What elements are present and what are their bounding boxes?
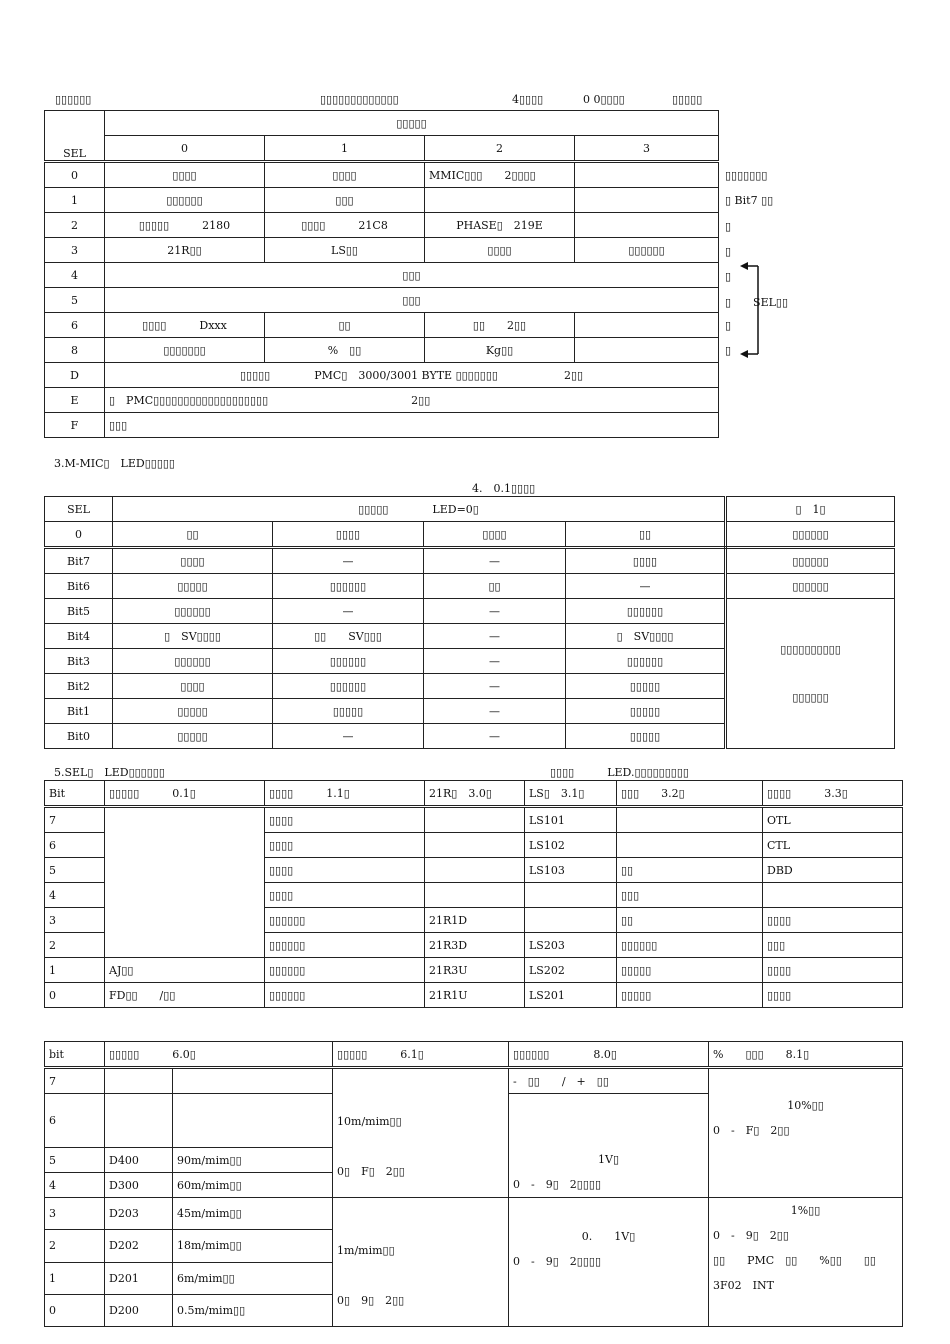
cell: ▯ SV▯▯▯▯ — [566, 624, 726, 649]
cell: ▯▯▯▯▯ 2180 — [105, 213, 265, 238]
cell: — — [566, 574, 726, 599]
table-row — [45, 388, 719, 413]
cell: 0▯ 9▯ 2▯▯ — [337, 1294, 405, 1307]
table-row — [45, 288, 719, 313]
cell: 4 — [45, 263, 105, 288]
cell — [617, 807, 763, 833]
merged-empty — [105, 807, 265, 958]
cell: 1 — [45, 188, 105, 213]
col-head: ▯▯▯▯▯▯ 8.0▯ — [509, 1042, 709, 1068]
cell — [105, 1068, 173, 1094]
cell: 2 — [45, 213, 105, 238]
col-head: LS▯ 3.1▯ — [525, 781, 617, 807]
cell: ▯▯▯▯ 21C8 — [265, 213, 425, 238]
table-row — [45, 1198, 903, 1230]
cell: ▯▯▯▯▯▯ — [566, 649, 726, 674]
cell: Bit4 — [45, 624, 113, 649]
cell: ▯▯▯ — [105, 263, 719, 288]
group-header: ▯▯▯▯▯ LED=0▯ — [113, 497, 726, 522]
cell: — — [424, 724, 566, 749]
cell: Bit5 — [45, 599, 113, 624]
side-note: ▯ — [725, 220, 732, 233]
cell: 6 — [45, 1094, 105, 1148]
side-note: ▯▯▯▯▯▯▯ — [725, 169, 768, 182]
cell: 1m/mim▯▯ — [337, 1244, 395, 1257]
cell: ▯▯▯▯▯ — [617, 958, 763, 983]
cell: % ▯▯ — [265, 338, 425, 363]
cell: 0.5m/mim▯▯ — [173, 1294, 333, 1326]
cell: 0▯ F▯ 2▯▯ — [337, 1165, 405, 1178]
cell: - ▯▯ / + ▯▯ — [509, 1068, 709, 1094]
cell: ▯▯▯▯▯ — [113, 724, 273, 749]
cell: — — [424, 649, 566, 674]
cell: 21R3U — [425, 958, 525, 983]
cell: 8 — [45, 338, 105, 363]
cell: 0 - 9▯ 2▯▯ — [713, 1229, 789, 1242]
sel-table — [44, 110, 719, 438]
cell — [763, 883, 903, 908]
cell: ▯▯▯▯▯ — [113, 699, 273, 724]
cell: 6 — [45, 313, 105, 338]
col-head: ▯▯▯▯▯ 0.1▯ — [105, 781, 265, 807]
cell — [173, 1068, 333, 1094]
cell: ▯▯▯▯ — [566, 548, 726, 574]
cell: ▯▯▯▯▯▯ — [265, 933, 425, 958]
cell: ▯▯▯▯ — [763, 958, 903, 983]
cell: ▯▯▯▯ — [113, 548, 273, 574]
cell: 60m/mim▯▯ — [173, 1173, 333, 1198]
cell: D201 — [105, 1262, 173, 1294]
cell: — — [424, 599, 566, 624]
cell: 21R3D — [425, 933, 525, 958]
cell — [525, 908, 617, 933]
cell: 0 — [45, 983, 105, 1008]
cell: 4 — [45, 1173, 105, 1198]
cell: ▯▯▯ — [763, 933, 903, 958]
cell: — — [424, 699, 566, 724]
cell: 0 — [45, 1294, 105, 1326]
merged-cell — [509, 1094, 709, 1198]
cell: ▯▯▯▯ — [763, 908, 903, 933]
group-header: ▯▯▯▯▯ — [105, 111, 719, 136]
table-row — [45, 338, 719, 363]
cell: 3F02 INT — [713, 1279, 774, 1292]
cell: D200 — [105, 1294, 173, 1326]
col-head: ▯▯▯▯▯ 6.0▯ — [105, 1042, 333, 1068]
cell — [425, 858, 525, 883]
table-row — [45, 363, 719, 388]
section-5-title: 5.SEL▯ LED▯▯▯▯▯▯ — [54, 766, 165, 779]
section-3-title: 3.M-MIC▯ LED▯▯▯▯▯ — [54, 457, 175, 470]
cell: 1 — [45, 958, 105, 983]
cell: 2 — [45, 933, 105, 958]
side-note: ▯ — [725, 270, 732, 283]
cell — [173, 1094, 333, 1148]
cell — [575, 162, 719, 188]
cell: OTL — [763, 807, 903, 833]
side-note: ▯ Bit7 ▯▯ — [725, 194, 774, 207]
cell: LS102 — [525, 833, 617, 858]
cell: 18m/mim▯▯ — [173, 1230, 333, 1262]
cell: ▯▯▯▯▯▯ — [265, 908, 425, 933]
cell: ▯▯▯▯▯▯ — [265, 983, 425, 1008]
cell: CTL — [763, 833, 903, 858]
col-head: ▯▯▯▯ 1.1▯ — [265, 781, 425, 807]
table-row — [45, 413, 719, 438]
cell: ▯▯▯▯ — [265, 883, 425, 908]
cell — [425, 807, 525, 833]
col-head: ▯▯▯▯ 3.3▯ — [763, 781, 903, 807]
cell — [617, 833, 763, 858]
side-note: ▯ — [725, 245, 732, 258]
table-row — [45, 162, 719, 188]
cell — [525, 883, 617, 908]
table-row — [45, 599, 895, 624]
cell: — — [273, 548, 424, 574]
cell: 0 - F▯ 2▯▯ — [713, 1124, 790, 1137]
cell — [575, 213, 719, 238]
merged-cell — [709, 1068, 903, 1198]
cell: ▯▯▯▯ — [763, 983, 903, 1008]
cell: — — [273, 724, 424, 749]
cell: 0 - 9▯ 2▯▯▯▯ — [513, 1178, 601, 1191]
speed-table — [44, 1041, 903, 1327]
cell: ▯▯▯▯▯▯ — [575, 238, 719, 263]
cell: AJ▯▯ — [105, 958, 265, 983]
side-note: ▯ — [725, 319, 732, 332]
cell: ▯▯ — [617, 908, 763, 933]
section-4-title: 4. 0.1▯▯▯▯ — [472, 482, 536, 495]
cell: 5 — [45, 1148, 105, 1173]
col-0: 0 — [105, 136, 265, 162]
cell: Bit1 — [45, 699, 113, 724]
col-head: 21R▯ 3.0▯ — [425, 781, 525, 807]
cell: 3 — [45, 238, 105, 263]
header-r1: 4▯▯▯▯ — [512, 93, 544, 106]
cell: ▯▯▯▯▯ — [566, 674, 726, 699]
cell: ▯▯▯▯ — [105, 162, 265, 188]
cell: 3 — [45, 1198, 105, 1230]
cell: MMIC▯▯▯ 2▯▯▯▯ — [425, 162, 575, 188]
cell: 6m/mim▯▯ — [173, 1262, 333, 1294]
cell: ▯ PMC▯▯▯▯▯▯▯▯▯▯▯▯▯▯▯▯▯▯▯ 2▯▯ — [105, 388, 719, 413]
cell — [575, 313, 719, 338]
merged-note-2: ▯▯▯▯▯▯ — [792, 690, 829, 704]
cell: Kg▯▯ — [425, 338, 575, 363]
cell: Bit2 — [45, 674, 113, 699]
cell: PHASE▯ 219E — [425, 213, 575, 238]
cell: ▯▯▯▯▯▯ — [273, 674, 424, 699]
cell: 6 — [45, 833, 105, 858]
section-5-note: ▯▯▯▯ LED.▯▯▯▯▯▯▯▯▯ — [550, 766, 689, 779]
sel-zero: 0 — [45, 522, 113, 548]
cell: D300 — [105, 1173, 173, 1198]
col-head: ▯▯▯▯▯▯ — [726, 522, 895, 548]
cell: ▯▯▯▯▯ — [566, 699, 726, 724]
table-row — [45, 188, 719, 213]
header-r2: 0 0▯▯▯▯ — [583, 93, 625, 106]
col-head: % ▯▯▯ 8.1▯ — [709, 1042, 903, 1068]
cell: 1V▯ — [598, 1153, 620, 1166]
cell: ▯▯▯▯▯▯ — [726, 548, 895, 574]
cell: D203 — [105, 1198, 173, 1230]
col-2: 2 — [425, 136, 575, 162]
cell — [425, 188, 575, 213]
col-head: ▯▯ — [113, 522, 273, 548]
cell: ▯▯▯▯▯▯ — [273, 649, 424, 674]
cell: 7 — [45, 1068, 105, 1094]
table-row — [45, 313, 719, 338]
cell: 5 — [45, 858, 105, 883]
cell: 0. 1V▯ — [581, 1230, 636, 1243]
col-head: ▯▯▯ 3.2▯ — [617, 781, 763, 807]
table-row — [45, 1068, 903, 1094]
col-head: ▯▯ — [566, 522, 726, 548]
cell: — — [273, 599, 424, 624]
cell: FD▯▯ /▯▯ — [105, 983, 265, 1008]
cell: LS101 — [525, 807, 617, 833]
col-head: Bit — [45, 781, 105, 807]
cell: ▯▯▯▯▯▯ — [566, 599, 726, 624]
sel-label: SEL — [45, 497, 113, 522]
header-left: ▯▯▯▯▯▯ — [55, 93, 92, 106]
header-title: ▯▯▯▯▯▯▯▯▯▯▯▯▯ — [320, 93, 399, 106]
cell — [575, 188, 719, 213]
cell: ▯▯▯▯ — [113, 674, 273, 699]
cell: ▯▯▯▯ — [265, 858, 425, 883]
cell: ▯▯▯▯ Dxxx — [105, 313, 265, 338]
cell: ▯▯ — [424, 574, 566, 599]
cell: ▯▯▯▯▯ — [273, 699, 424, 724]
cell: ▯▯▯▯▯ — [617, 983, 763, 1008]
table-row — [45, 807, 903, 833]
table-row — [45, 548, 895, 574]
side-note: ▯ — [725, 344, 732, 357]
cell: ▯▯▯▯▯ PMC▯ 3000/3001 BYTE ▯▯▯▯▯▯▯ 2▯▯ — [105, 363, 719, 388]
cell: 45m/mim▯▯ — [173, 1198, 333, 1230]
cell: Bit7 — [45, 548, 113, 574]
table-row — [45, 958, 903, 983]
cell: ▯▯▯▯ — [265, 807, 425, 833]
cell: ▯▯▯▯▯▯▯ — [105, 338, 265, 363]
cell: Bit6 — [45, 574, 113, 599]
cell: ▯▯▯▯▯ — [113, 574, 273, 599]
cell: LS103 — [525, 858, 617, 883]
cell: Bit3 — [45, 649, 113, 674]
col-head: ▯▯▯▯ — [273, 522, 424, 548]
cell — [575, 338, 719, 363]
cell: ▯▯ PMC ▯▯ %▯▯ ▯▯ — [713, 1254, 876, 1267]
col-head: ▯▯▯▯ — [424, 522, 566, 548]
table-row — [45, 983, 903, 1008]
cell: D400 — [105, 1148, 173, 1173]
cell: 90m/mim▯▯ — [173, 1148, 333, 1173]
cell: LS▯▯ — [265, 238, 425, 263]
cell — [425, 883, 525, 908]
merged-cell — [509, 1198, 709, 1327]
side-note: ▯ SEL▯▯ — [725, 296, 789, 309]
table-row — [45, 213, 719, 238]
cell: D — [45, 363, 105, 388]
cell: ▯▯▯ — [105, 413, 719, 438]
cell: ▯▯▯▯ — [265, 162, 425, 188]
cell: ▯▯▯▯▯▯ — [617, 933, 763, 958]
cell: ▯▯ SV▯▯▯ — [273, 624, 424, 649]
cell: ▯▯▯ — [617, 883, 763, 908]
cell: 21R▯▯ — [105, 238, 265, 263]
col-head: ▯▯▯▯▯ 6.1▯ — [333, 1042, 509, 1068]
cell: ▯ SV▯▯▯▯ — [113, 624, 273, 649]
merged-cell — [709, 1198, 903, 1327]
cell: — — [424, 674, 566, 699]
cell: 4 — [45, 883, 105, 908]
table-row — [45, 263, 719, 288]
cell: DBD — [763, 858, 903, 883]
range-arrow-icon — [738, 260, 768, 360]
cell: ▯▯▯▯▯▯ — [105, 188, 265, 213]
cell: F — [45, 413, 105, 438]
cell: ▯▯ 2▯▯ — [425, 313, 575, 338]
cell: 10%▯▯ — [787, 1099, 824, 1112]
merged-cell — [333, 1068, 509, 1198]
cell: ▯▯▯▯▯▯ — [113, 599, 273, 624]
cell — [425, 833, 525, 858]
cell: 3 — [45, 908, 105, 933]
merged-note-1: ▯▯▯▯▯▯▯▯▯▯ — [780, 642, 841, 656]
header-r3: ▯▯▯▯▯ — [672, 93, 703, 106]
table-row — [45, 574, 895, 599]
cell: 5 — [45, 288, 105, 313]
merged-note — [726, 599, 895, 749]
cell: 7 — [45, 807, 105, 833]
col-3: 3 — [575, 136, 719, 162]
cell: ▯▯▯▯▯▯ — [113, 649, 273, 674]
table-row — [45, 238, 719, 263]
cell: E — [45, 388, 105, 413]
cell: ▯▯▯ — [105, 288, 719, 313]
cell: 1%▯▯ — [790, 1204, 821, 1217]
cell: ▯▯▯▯ — [265, 833, 425, 858]
cell: 2 — [45, 1230, 105, 1262]
cell: 1 — [45, 1262, 105, 1294]
cell: ▯▯▯▯▯▯ — [273, 574, 424, 599]
col-head: bit — [45, 1042, 105, 1068]
right-header: ▯ 1▯ — [726, 497, 895, 522]
cell: D202 — [105, 1230, 173, 1262]
cell: 0 — [45, 162, 105, 188]
cell: ▯▯▯▯▯▯ — [726, 574, 895, 599]
led-table — [44, 780, 903, 1008]
cell: ▯▯ — [265, 313, 425, 338]
cell: 21R1D — [425, 908, 525, 933]
merged-cell — [333, 1198, 509, 1327]
cell: ▯▯▯▯▯▯ — [265, 958, 425, 983]
sel-label: SEL — [45, 111, 105, 162]
col-1: 1 — [265, 136, 425, 162]
cell: LS203 — [525, 933, 617, 958]
cell: — — [424, 624, 566, 649]
cell: ▯▯▯▯ — [425, 238, 575, 263]
cell: LS201 — [525, 983, 617, 1008]
cell: — — [424, 548, 566, 574]
cell — [105, 1094, 173, 1148]
cell: LS202 — [525, 958, 617, 983]
cell: ▯▯ — [617, 858, 763, 883]
cell: Bit0 — [45, 724, 113, 749]
cell: 0 - 9▯ 2▯▯▯▯ — [513, 1255, 601, 1268]
cell: 21R1U — [425, 983, 525, 1008]
cell: ▯▯▯▯▯ — [566, 724, 726, 749]
cell: ▯▯▯ — [265, 188, 425, 213]
cell: 10m/mim▯▯ — [337, 1115, 402, 1128]
bit-table — [44, 496, 895, 749]
